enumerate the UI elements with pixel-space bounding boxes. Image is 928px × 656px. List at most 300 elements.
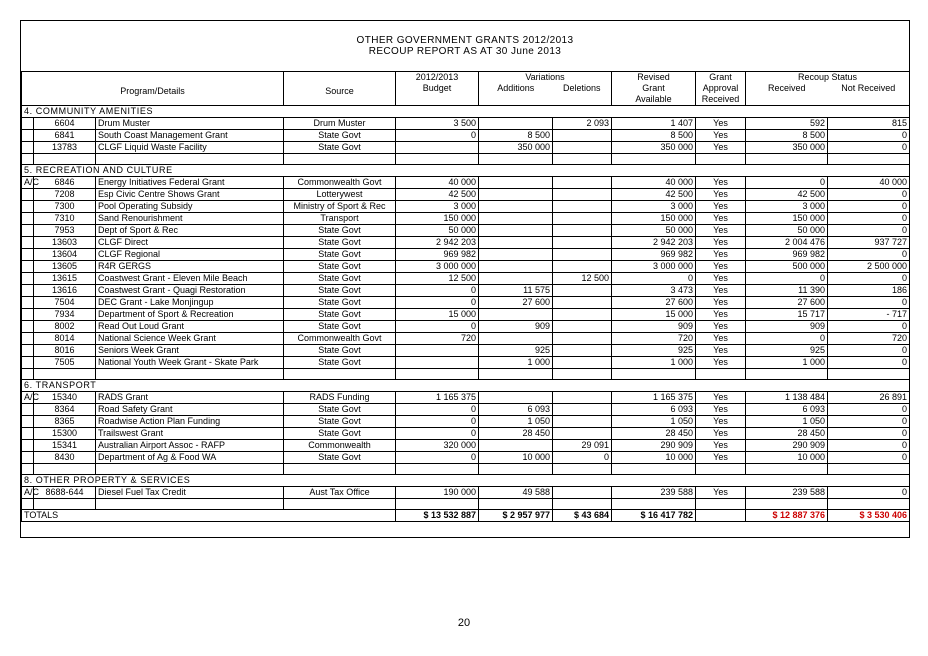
row-not-received: 0 bbox=[828, 487, 910, 499]
header-revised bbox=[612, 72, 696, 106]
row-additions bbox=[479, 273, 553, 285]
header-recoup-status bbox=[746, 72, 910, 106]
row-not-received: 0 bbox=[828, 357, 910, 369]
row-deletions bbox=[553, 345, 612, 357]
row-approval: Yes bbox=[696, 452, 746, 464]
row-source: State Govt bbox=[284, 130, 396, 142]
row-additions: 27 600 bbox=[479, 297, 553, 309]
header-grant-l2: Approval bbox=[702, 83, 739, 93]
header-budget-year: 2012/2013 bbox=[415, 72, 459, 82]
row-deletions bbox=[553, 142, 612, 154]
row-received: 11 390 bbox=[746, 285, 828, 297]
row-code: 13616 bbox=[34, 285, 96, 297]
table-row bbox=[22, 237, 910, 249]
table-row bbox=[22, 309, 910, 321]
blank-cell bbox=[696, 154, 746, 165]
row-details: Energy Initiatives Federal Grant bbox=[96, 177, 284, 189]
header-deletions: Deletions bbox=[562, 83, 601, 93]
row-source: Commonwealth Govt bbox=[284, 177, 396, 189]
row-ac bbox=[22, 130, 34, 142]
row-source: State Govt bbox=[284, 261, 396, 273]
row-revised: 1 407 bbox=[612, 118, 696, 130]
totals-not-received: $ 3 530 406 bbox=[828, 510, 910, 522]
blank-cell bbox=[34, 369, 96, 380]
blank-cell bbox=[828, 499, 910, 510]
row-ac bbox=[22, 416, 34, 428]
blank-cell bbox=[22, 154, 34, 165]
section-title: 6. TRANSPORT bbox=[22, 380, 910, 392]
blank-cell bbox=[479, 499, 553, 510]
row-code: 7310 bbox=[34, 213, 96, 225]
row-received: 592 bbox=[746, 118, 828, 130]
row-revised: 1 165 375 bbox=[612, 392, 696, 404]
table-row bbox=[22, 285, 910, 297]
blank-cell bbox=[284, 154, 396, 165]
row-approval: Yes bbox=[696, 201, 746, 213]
row-additions bbox=[479, 225, 553, 237]
header-grant-l1: Grant bbox=[709, 72, 732, 82]
row-source: State Govt bbox=[284, 297, 396, 309]
totals-revised: $ 16 417 782 bbox=[612, 510, 696, 522]
row-received: 27 600 bbox=[746, 297, 828, 309]
row-not-received: 0 bbox=[828, 142, 910, 154]
row-deletions: 0 bbox=[553, 452, 612, 464]
header-grant-approval bbox=[696, 72, 746, 106]
blank-cell bbox=[284, 369, 396, 380]
row-not-received: 937 727 bbox=[828, 237, 910, 249]
row-approval: Yes bbox=[696, 261, 746, 273]
row-not-received: 0 bbox=[828, 345, 910, 357]
row-approval: Yes bbox=[696, 213, 746, 225]
row-ac bbox=[22, 440, 34, 452]
row-received: 42 500 bbox=[746, 189, 828, 201]
row-deletions bbox=[553, 189, 612, 201]
blank-cell bbox=[612, 154, 696, 165]
row-received: 350 000 bbox=[746, 142, 828, 154]
row-additions: 925 bbox=[479, 345, 553, 357]
section-title: 4. COMMUNITY AMENITIES bbox=[22, 106, 910, 118]
row-source: State Govt bbox=[284, 237, 396, 249]
table-row bbox=[22, 357, 910, 369]
row-received: 500 000 bbox=[746, 261, 828, 273]
row-budget: 0 bbox=[396, 416, 479, 428]
row-source: Lotterywest bbox=[284, 189, 396, 201]
header-row bbox=[22, 72, 910, 106]
row-received: 15 717 bbox=[746, 309, 828, 321]
row-deletions: 2 093 bbox=[553, 118, 612, 130]
row-budget: 0 bbox=[396, 130, 479, 142]
row-additions bbox=[479, 392, 553, 404]
row-additions: 10 000 bbox=[479, 452, 553, 464]
row-deletions bbox=[553, 261, 612, 273]
row-revised: 50 000 bbox=[612, 225, 696, 237]
blank-cell bbox=[284, 464, 396, 475]
row-details: CLGF Regional bbox=[96, 249, 284, 261]
row-additions bbox=[479, 177, 553, 189]
row-received: 290 909 bbox=[746, 440, 828, 452]
blank-cell bbox=[22, 499, 34, 510]
row-source: State Govt bbox=[284, 416, 396, 428]
header-revised-l3: Available bbox=[635, 94, 672, 104]
row-additions: 11 575 bbox=[479, 285, 553, 297]
row-revised: 150 000 bbox=[612, 213, 696, 225]
blank-cell bbox=[34, 154, 96, 165]
totals-row bbox=[22, 510, 910, 522]
row-budget: 3 000 bbox=[396, 201, 479, 213]
table-row bbox=[22, 189, 910, 201]
row-code: 7934 bbox=[34, 309, 96, 321]
row-code: 8364 bbox=[34, 404, 96, 416]
blank-cell bbox=[828, 369, 910, 380]
row-ac bbox=[22, 189, 34, 201]
row-approval: Yes bbox=[696, 273, 746, 285]
row-additions: 1 050 bbox=[479, 416, 553, 428]
row-code: 8688-644 bbox=[34, 487, 96, 499]
row-source: Commonwealth bbox=[284, 440, 396, 452]
table-row bbox=[22, 440, 910, 452]
row-ac bbox=[22, 142, 34, 154]
row-received: 1 138 484 bbox=[746, 392, 828, 404]
row-deletions bbox=[553, 249, 612, 261]
row-details: Coastwest Grant - Eleven Mile Beach bbox=[96, 273, 284, 285]
row-ac bbox=[22, 428, 34, 440]
row-revised: 239 588 bbox=[612, 487, 696, 499]
row-additions: 1 000 bbox=[479, 357, 553, 369]
title-line-2: RECOUP REPORT AS AT 30 June 2013 bbox=[368, 46, 562, 57]
table-row bbox=[22, 201, 910, 213]
row-deletions bbox=[553, 297, 612, 309]
row-code: 8014 bbox=[34, 333, 96, 345]
table-row bbox=[22, 213, 910, 225]
header-budget-label: Budget bbox=[422, 83, 452, 93]
blank-cell bbox=[612, 369, 696, 380]
totals-received: $ 12 887 376 bbox=[746, 510, 828, 522]
row-approval: Yes bbox=[696, 249, 746, 261]
blank-cell bbox=[696, 499, 746, 510]
blank-row bbox=[22, 369, 910, 380]
row-details: Department of Sport & Recreation bbox=[96, 309, 284, 321]
page-number: 20 bbox=[457, 617, 471, 629]
row-deletions bbox=[553, 213, 612, 225]
row-revised: 42 500 bbox=[612, 189, 696, 201]
row-source: State Govt bbox=[284, 225, 396, 237]
row-code: 13604 bbox=[34, 249, 96, 261]
row-received: 10 000 bbox=[746, 452, 828, 464]
row-additions bbox=[479, 309, 553, 321]
row-approval: Yes bbox=[696, 297, 746, 309]
row-budget bbox=[396, 345, 479, 357]
row-details: Roadwise Action Plan Funding bbox=[96, 416, 284, 428]
row-code: 7208 bbox=[34, 189, 96, 201]
blank-cell bbox=[96, 369, 284, 380]
row-approval: Yes bbox=[696, 392, 746, 404]
row-details: Dept of Sport & Rec bbox=[96, 225, 284, 237]
blank-cell bbox=[746, 369, 828, 380]
totals-deletions: $ 43 684 bbox=[553, 510, 612, 522]
row-source: Drum Muster bbox=[284, 118, 396, 130]
row-ac bbox=[22, 297, 34, 309]
row-code: 6604 bbox=[34, 118, 96, 130]
row-not-received: 0 bbox=[828, 201, 910, 213]
row-source: State Govt bbox=[284, 142, 396, 154]
blank-cell bbox=[396, 464, 479, 475]
row-additions bbox=[479, 249, 553, 261]
row-approval: Yes bbox=[696, 237, 746, 249]
row-revised: 925 bbox=[612, 345, 696, 357]
row-revised: 15 000 bbox=[612, 309, 696, 321]
totals-budget: $ 13 532 887 bbox=[396, 510, 479, 522]
row-received: 0 bbox=[746, 177, 828, 189]
row-received: 1 050 bbox=[746, 416, 828, 428]
row-additions bbox=[479, 237, 553, 249]
row-source: Ministry of Sport & Rec bbox=[284, 201, 396, 213]
row-not-received: 0 bbox=[828, 321, 910, 333]
row-ac bbox=[22, 273, 34, 285]
row-budget: 150 000 bbox=[396, 213, 479, 225]
header-revised-l2: Grant bbox=[642, 83, 665, 93]
row-budget: 2 942 203 bbox=[396, 237, 479, 249]
row-additions: 49 588 bbox=[479, 487, 553, 499]
blank-cell bbox=[34, 464, 96, 475]
row-source: RADS Funding bbox=[284, 392, 396, 404]
row-budget: 42 500 bbox=[396, 189, 479, 201]
row-not-received: 720 bbox=[828, 333, 910, 345]
header-variations-sub bbox=[479, 83, 611, 94]
report-title bbox=[21, 35, 909, 57]
row-budget: 12 500 bbox=[396, 273, 479, 285]
row-budget: 3 500 bbox=[396, 118, 479, 130]
row-code: 6846 bbox=[34, 177, 96, 189]
row-deletions bbox=[553, 392, 612, 404]
row-ac bbox=[22, 452, 34, 464]
blank-cell bbox=[396, 154, 479, 165]
header-recoup-sub bbox=[746, 83, 909, 94]
table-row bbox=[22, 345, 910, 357]
row-revised: 969 982 bbox=[612, 249, 696, 261]
blank-cell bbox=[553, 464, 612, 475]
row-not-received: 0 bbox=[828, 416, 910, 428]
row-not-received: 0 bbox=[828, 189, 910, 201]
blank-cell bbox=[696, 369, 746, 380]
row-revised: 40 000 bbox=[612, 177, 696, 189]
row-code: 8002 bbox=[34, 321, 96, 333]
row-ac bbox=[22, 261, 34, 273]
row-source: State Govt bbox=[284, 357, 396, 369]
row-received: 239 588 bbox=[746, 487, 828, 499]
row-approval: Yes bbox=[696, 189, 746, 201]
row-budget: 40 000 bbox=[396, 177, 479, 189]
row-approval: Yes bbox=[696, 118, 746, 130]
row-approval: Yes bbox=[696, 428, 746, 440]
blank-row bbox=[22, 499, 910, 510]
row-details: CLGF Direct bbox=[96, 237, 284, 249]
row-received: 150 000 bbox=[746, 213, 828, 225]
row-approval: Yes bbox=[696, 487, 746, 499]
row-not-received: 0 bbox=[828, 404, 910, 416]
row-code: 13783 bbox=[34, 142, 96, 154]
row-ac bbox=[22, 285, 34, 297]
row-additions bbox=[479, 261, 553, 273]
row-code: 13615 bbox=[34, 273, 96, 285]
row-deletions: 29 091 bbox=[553, 440, 612, 452]
row-deletions bbox=[553, 225, 612, 237]
row-approval: Yes bbox=[696, 177, 746, 189]
row-ac bbox=[22, 249, 34, 261]
row-budget: 0 bbox=[396, 428, 479, 440]
blank-cell bbox=[828, 464, 910, 475]
row-details: Road Safety Grant bbox=[96, 404, 284, 416]
blank-cell bbox=[96, 464, 284, 475]
header-budget bbox=[396, 72, 479, 106]
header-recoup-label: Recoup Status bbox=[797, 72, 858, 82]
row-details: Sand Renourishment bbox=[96, 213, 284, 225]
row-deletions bbox=[553, 333, 612, 345]
row-deletions bbox=[553, 321, 612, 333]
row-revised: 8 500 bbox=[612, 130, 696, 142]
row-received: 0 bbox=[746, 273, 828, 285]
table-row bbox=[22, 452, 910, 464]
row-not-received: 0 bbox=[828, 130, 910, 142]
row-approval: Yes bbox=[696, 321, 746, 333]
row-source: State Govt bbox=[284, 309, 396, 321]
row-not-received: 0 bbox=[828, 440, 910, 452]
row-approval: Yes bbox=[696, 357, 746, 369]
blank-cell bbox=[612, 464, 696, 475]
row-details: Diesel Fuel Tax Credit bbox=[96, 487, 284, 499]
blank-cell bbox=[746, 499, 828, 510]
row-ac: A/C bbox=[22, 177, 34, 189]
row-additions bbox=[479, 440, 553, 452]
row-not-received: 815 bbox=[828, 118, 910, 130]
table-row bbox=[22, 249, 910, 261]
row-revised: 2 942 203 bbox=[612, 237, 696, 249]
row-budget: 720 bbox=[396, 333, 479, 345]
row-approval: Yes bbox=[696, 142, 746, 154]
row-source: State Govt bbox=[284, 321, 396, 333]
row-details: Australian Airport Assoc - RAFP bbox=[96, 440, 284, 452]
header-not-received: Not Received bbox=[841, 83, 896, 93]
row-code: 7300 bbox=[34, 201, 96, 213]
blank-row bbox=[22, 154, 910, 165]
row-additions bbox=[479, 118, 553, 130]
grants-table bbox=[21, 71, 910, 522]
row-details: RADS Grant bbox=[96, 392, 284, 404]
row-not-received: 2 500 000 bbox=[828, 261, 910, 273]
row-details: Department of Ag & Food WA bbox=[96, 452, 284, 464]
row-budget: 320 000 bbox=[396, 440, 479, 452]
table-row bbox=[22, 297, 910, 309]
row-additions: 350 000 bbox=[479, 142, 553, 154]
blank-cell bbox=[746, 464, 828, 475]
row-budget bbox=[396, 357, 479, 369]
row-deletions bbox=[553, 237, 612, 249]
row-not-received: 0 bbox=[828, 225, 910, 237]
blank-cell bbox=[553, 369, 612, 380]
table-row bbox=[22, 118, 910, 130]
row-revised: 3 000 bbox=[612, 201, 696, 213]
row-deletions bbox=[553, 309, 612, 321]
row-received: 1 000 bbox=[746, 357, 828, 369]
row-source: State Govt bbox=[284, 345, 396, 357]
row-details: Seniors Week Grant bbox=[96, 345, 284, 357]
row-revised: 28 450 bbox=[612, 428, 696, 440]
row-approval: Yes bbox=[696, 285, 746, 297]
table-row bbox=[22, 225, 910, 237]
row-not-received: 0 bbox=[828, 297, 910, 309]
blank-cell bbox=[22, 369, 34, 380]
row-approval: Yes bbox=[696, 440, 746, 452]
table-row bbox=[22, 487, 910, 499]
header-received: Received bbox=[768, 83, 806, 93]
row-deletions bbox=[553, 428, 612, 440]
row-approval: Yes bbox=[696, 416, 746, 428]
row-code: 7505 bbox=[34, 357, 96, 369]
row-details: Coastwest Grant - Quagi Restoration bbox=[96, 285, 284, 297]
totals-label: TOTALS bbox=[22, 510, 396, 522]
row-revised: 27 600 bbox=[612, 297, 696, 309]
row-source: Aust Tax Office bbox=[284, 487, 396, 499]
row-ac: A/C bbox=[22, 392, 34, 404]
row-code: 8430 bbox=[34, 452, 96, 464]
totals-approval bbox=[696, 510, 746, 522]
row-received: 925 bbox=[746, 345, 828, 357]
row-revised: 1 000 bbox=[612, 357, 696, 369]
row-details: R4R GERGS bbox=[96, 261, 284, 273]
blank-cell bbox=[612, 499, 696, 510]
row-deletions bbox=[553, 487, 612, 499]
row-revised: 1 050 bbox=[612, 416, 696, 428]
row-revised: 0 bbox=[612, 273, 696, 285]
blank-cell bbox=[479, 154, 553, 165]
table-row bbox=[22, 142, 910, 154]
row-ac bbox=[22, 309, 34, 321]
table-row bbox=[22, 130, 910, 142]
title-line-1: OTHER GOVERNMENT GRANTS 2012/2013 bbox=[356, 35, 574, 46]
row-ac bbox=[22, 201, 34, 213]
section-header bbox=[22, 475, 910, 487]
row-not-received: 26 891 bbox=[828, 392, 910, 404]
row-received: 909 bbox=[746, 321, 828, 333]
row-details: National Youth Week Grant - Skate Park bbox=[96, 357, 284, 369]
row-budget: 1 165 375 bbox=[396, 392, 479, 404]
row-code: 7953 bbox=[34, 225, 96, 237]
row-details: DEC Grant - Lake Monjingup bbox=[96, 297, 284, 309]
row-code: 15341 bbox=[34, 440, 96, 452]
table-row bbox=[22, 177, 910, 189]
header-revised-l1: Revised bbox=[637, 72, 670, 82]
table-row bbox=[22, 404, 910, 416]
row-approval: Yes bbox=[696, 333, 746, 345]
section-title: 8. OTHER PROPERTY & SERVICES bbox=[22, 475, 910, 487]
row-deletions bbox=[553, 285, 612, 297]
row-received: 8 500 bbox=[746, 130, 828, 142]
row-ac bbox=[22, 357, 34, 369]
row-revised: 290 909 bbox=[612, 440, 696, 452]
row-code: 15340 bbox=[34, 392, 96, 404]
blank-cell bbox=[479, 369, 553, 380]
row-source: State Govt bbox=[284, 285, 396, 297]
row-details: Trailswest Grant bbox=[96, 428, 284, 440]
header-grant-l3: Received bbox=[701, 94, 740, 104]
row-budget: 3 000 000 bbox=[396, 261, 479, 273]
row-ac bbox=[22, 404, 34, 416]
blank-row bbox=[22, 464, 910, 475]
row-received: 0 bbox=[746, 333, 828, 345]
row-budget: 190 000 bbox=[396, 487, 479, 499]
table-row bbox=[22, 416, 910, 428]
row-ac bbox=[22, 345, 34, 357]
table-row bbox=[22, 333, 910, 345]
